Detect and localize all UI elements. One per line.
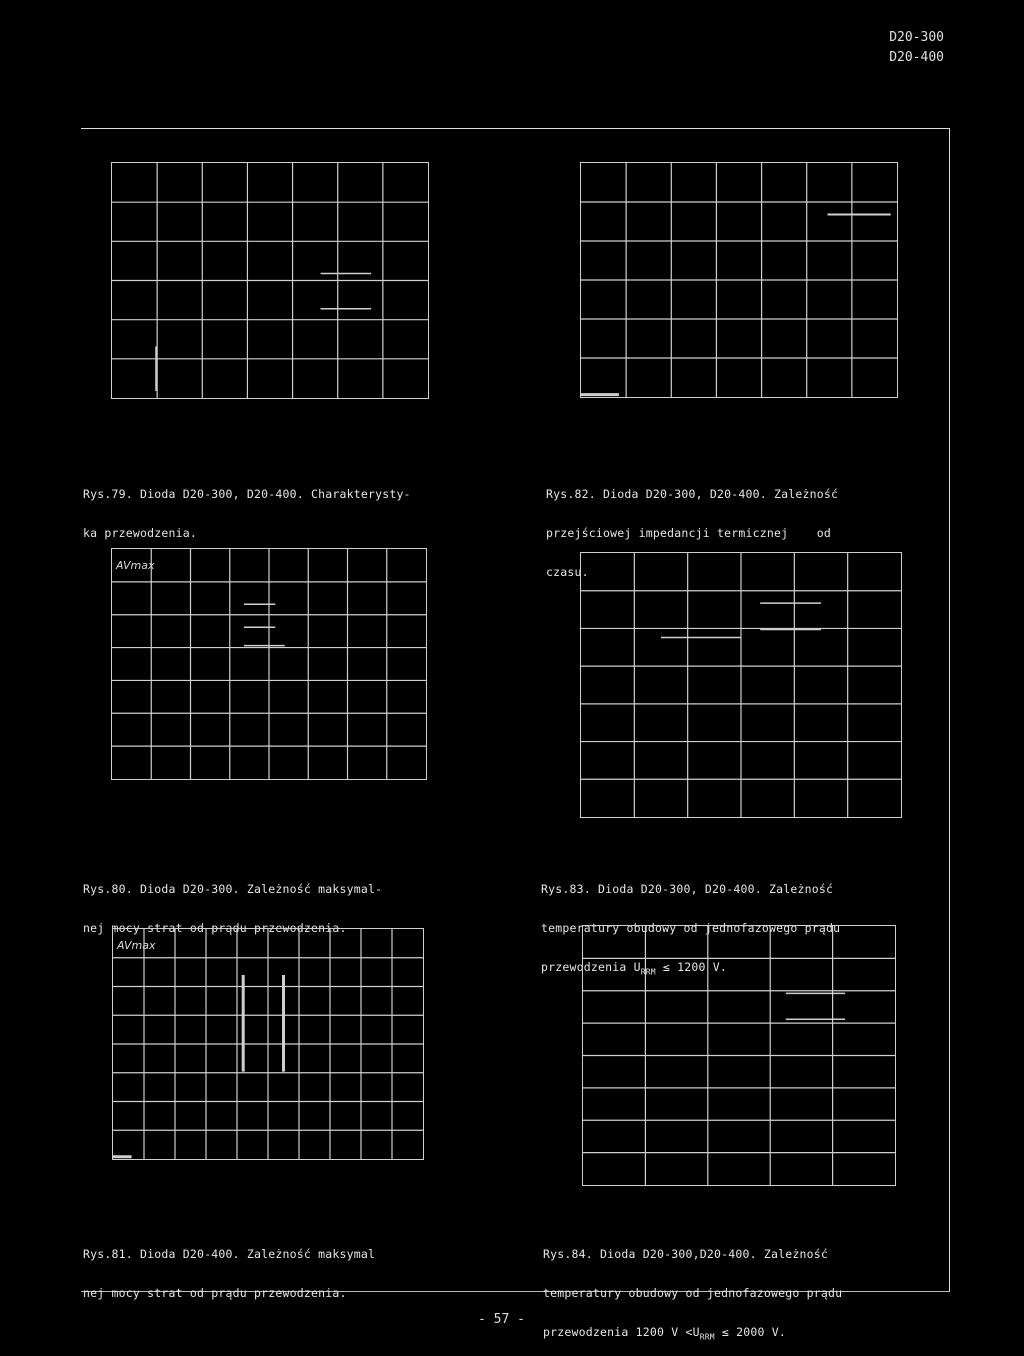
figure-79-grid	[111, 162, 429, 399]
page-header	[889, 28, 944, 68]
figure-84-grid	[582, 925, 896, 1186]
caption-subscript: RRM	[699, 1332, 715, 1342]
header-line-1: D20-300	[889, 30, 944, 45]
caption-line: czasu.	[546, 565, 589, 579]
y-axis-label: AVmax	[117, 939, 156, 952]
caption-line: Rys.84. Dioda D20-300,D20-400. Zależność	[543, 1247, 828, 1261]
grid-lines	[583, 926, 895, 1185]
grid-lines	[112, 549, 426, 779]
caption-line	[543, 1326, 842, 1343]
caption-line: Rys.80. Dioda D20-300. Zależność maksymal-	[83, 882, 383, 896]
caption-line: przejściowej impedancji termicznej od	[546, 526, 831, 540]
figure-81-grid	[112, 928, 424, 1160]
caption-line: nej mocy strat od prądu przewodzenia.	[83, 1286, 347, 1300]
caption-line: Rys.79. Dioda D20-300, D20-400. Charakterysty-	[83, 487, 411, 501]
grid-lines	[112, 163, 428, 398]
figure-83-grid	[580, 552, 902, 818]
caption-line: nej mocy strat od prądu przewodzenia.	[83, 921, 347, 935]
caption-text: ≤ 1200 V.	[655, 960, 728, 974]
caption-line: temperatury obudowy od jednofazowego prądu	[541, 921, 841, 935]
caption-text: przewodzenia U	[541, 960, 641, 974]
figure-79-caption	[83, 462, 411, 553]
caption-line: temperatury obudowy od jednofazowego prądu	[543, 1286, 843, 1300]
figure-82-grid	[580, 162, 898, 398]
caption-line: ka przewodzenia.	[83, 526, 197, 540]
grid-lines	[581, 163, 897, 397]
caption-subscript: RRM	[640, 967, 656, 977]
header-line-2: D20-400	[889, 50, 944, 65]
caption-text: ≤ 2000 V.	[714, 1325, 787, 1339]
y-axis-label: AVmax	[116, 559, 155, 572]
grid-lines	[581, 553, 901, 817]
figure-80-grid	[111, 548, 427, 780]
caption-line: Rys.83. Dioda D20-300, D20-400. Zależność	[541, 882, 834, 896]
caption-text: przewodzenia 1200 V <U	[543, 1325, 700, 1339]
figure-81-caption	[83, 1222, 375, 1313]
figure-84-caption	[543, 1222, 842, 1356]
caption-line: Rys.82. Dioda D20-300, D20-400. Zależność	[546, 487, 839, 501]
caption-line: Rys.81. Dioda D20-400. Zależność maksymal	[83, 1247, 376, 1261]
grid-lines	[113, 929, 423, 1159]
page-number: - 57 -	[478, 1312, 525, 1327]
